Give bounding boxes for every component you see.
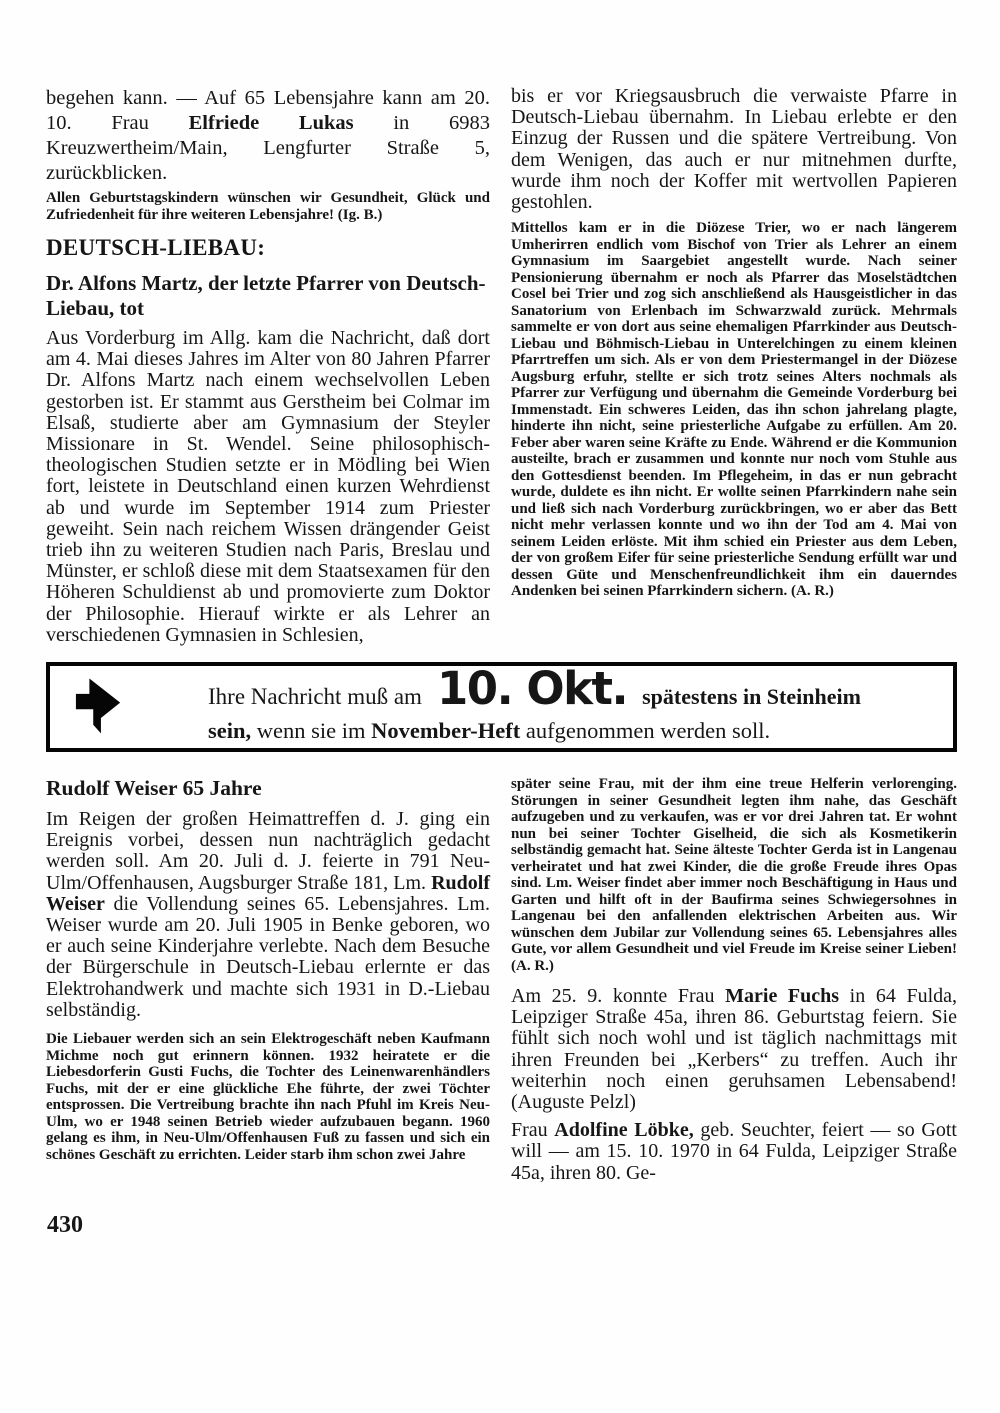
banner-deadline-date: 10. Okt.: [436, 661, 628, 715]
top-right-column: [511, 86, 957, 600]
paragraph-marie-fuchs: Am 25. 9. konnte Frau Marie Fuchs in 64 Fulda, Leipziger Straße 45a, ihren 86. Geburtstag feiern. Sie fühlt sich noch wohl und ist täglich nachmittags mit ihren Freunden bei „Kerbers“ zu treffen. Auch ihr weiterhin noch einen geruhsamen Lebensabend! (Auguste Pelzl): [511, 985, 957, 1114]
bottom-right-column: [511, 776, 957, 1184]
paragraph-adolfine-loebke: Frau Adolfine Löbke, geb. Seuchter, feiert — so Gott will — am 15. 10. 1970 in 64 Fulda, Leipziger Straße 45a, ihren 80. Ge-: [511, 1119, 957, 1184]
bottom-left-column: [46, 776, 490, 1163]
top-columns: [46, 86, 957, 646]
banner-line2: sein, wenn sie im November-Heft aufgenommen werden soll.: [208, 717, 771, 743]
article-smallprint-weiser-continued: später seine Frau, mit der ihm eine treue Helferin verlorenging. Störungen in seiner Gesundheit legten ihm nahe, das Geschäft aufzugeben und zu verkaufen, was er vor drei Jahren tat. Er wohnt nun bei seiner Tochter Giselheid, die sich als Kosmetikerin selbständig gemacht hat. Seine älteste Tochter Gerda ist in Langenau verheiratet und hat zwei Kinder, die die große Freude ihres Opas sind. Lm. Weiser findet aber immer noch Beschäftigung in Haus und Garten und hilft oft in der Baufirma seines Schwiegersohnes in Langenau bei den anfallenden elektrischen Arbeiten aus. Wir wünschen dem Jubilar zur Vollendung seines 65. Lebensjahres alles Gute, vor allem Gesundheit und viel Freude im Kreise seiner Lieben! (A. R.): [511, 776, 957, 974]
article-body-weiser: Im Reigen der großen Heimattreffen d. J. ging ein Ereignis vorbei, dessen nun nachträglich gedacht werden soll. Am 20. Juli d. J. feierte in 791 Neu-Ulm/Offenhausen, Augsburger Straße 181, Lm. Rudolf Weiser die Vollendung seines 65. Lebensjahres. Lm. Weiser wurde am 20. Juli 1905 in Benke geboren, wo er auch seine Kinderjahre verlebte. Nach dem Besuche der Bürgerschule in Deutsch-Liebau erlernte er das Elektrohandwerk und machte sich 1931 in D.-Liebau selbständig.: [46, 808, 490, 1021]
article-title-weiser: Rudolf Weiser 65 Jahre: [46, 776, 262, 801]
continued-paragraph: begehen kann. — Auf 65 Lebensjahre kann am 20. 10. Frau Elfriede Lukas in 6983 Kreuzwertheim/Main, Lengfurter Straße 5, zurückblicken.: [46, 87, 491, 184]
top-left-column: [46, 86, 490, 646]
banner-line1-prefix: Ihre Nachricht muß am: [208, 683, 422, 709]
article-smallprint-martz: Mittellos kam er in die Diözese Trier, wo er nach längerem Umherirren endlich vom Bischof von Trier als Lehrer an einem Gymnasium im Saargebiet angestellt wurde. Nach seiner Pensionierung übernahm er noch als Pfarrer das Moselstädtchen Cosel bei Trier und zog sich anschließend als Hausgeistlicher in das Sanatorium von Erlenbach im Schwarzwald zurück. Mehrmals sammelte er von dort aus seine ehemaligen Pfarrkinder aus Deutsch-Liebau und Böhmisch-Liebau in Unterelchingen zu einem kleinen Pfarrtreffen um sich. Als er von dem Priestermangel in der Diözese Augsburg erfuhr, stellte er sich trotz seines Alters nochmals als Pfarrer zur Verfügung und übernahm die Gemeinde Vorderburg bei Immenstadt. Ein schweres Leiden, das ihn schon jahrelang plagte, hinderte ihn nicht, seine priesterliche Aufgabe zu erfüllen. Am 20. Feber aber waren seine Kräfte zu Ende. Während er die Kommunion austeilte, brach er zusammen und konnte nur noch vom Stuhle aus den Gottesdienst beenden. Im Pflegeheim, in das er nun gebracht wurde, duldete es ihn nicht. Er wollte seinen Pfarrkindern nahe sein und ließ sich nach Vorderburg zurückbringen, wo er aber das Bett nicht mehr verlassen konnte und wo ihn der Tod am 4. Mai von seinem Leiden erlöste. Mit ihm schied ein Priester aus dem Leben, der von großem Eifer für seine priesterliche Sendung erfüllt war und dessen Güte und Menschenfreundlichkeit ihm ein dauerndes Andenken bei seinen Pfarrkindern sichern. (A. R.): [511, 220, 957, 600]
birthday-wish-note: Allen Geburtstagskindern wünschen wir Gesundheit, Glück und Zufriedenheit für ihre weiteren Lebensjahre! (Ig. B.): [46, 190, 490, 223]
section-heading-deutsch-liebau: DEUTSCH-LIEBAU:: [46, 235, 266, 260]
article-title-martz: Dr. Alfons Martz, der letzte Pfarrer von Deutsch-Liebau, tot: [46, 271, 486, 320]
bottom-columns: [46, 776, 957, 1184]
article-body-martz: Aus Vorderburg im Allg. kam die Nachricht, daß dort am 4. Mai dieses Jahres im Alter von 80 Jahren Pfarrer Dr. Alfons Martz nach einem wechselvollen Leben gestorben ist. Er stammt aus Gerstheim bei Colmar im Elsaß, studierte aber am Gymnasium der Steyler Missionare in St. Wendel. Seine philosophisch-theologischen Studien setzte er in Mödling bei Wien fort, leistete in Deutschland einen kurzen Wehrdienst ab und wurde im September 1914 zum Priester geweiht. Sein nach reichem Wissen drängender Geist trieb ihn zu weiteren Studien nach Paris, Breslau und Münster, er schloß diese mit dem Staatsexamen für den Höheren Schuldienst ab und promovierte zum Doktor der Philosophie. Hierauf wirkte er als Lehrer an verschiedenen Gymnasien in Schlesien,: [46, 327, 490, 646]
banner-line1-suffix: spätestens in Steinheim: [642, 683, 861, 709]
article-body-martz-continued: bis er vor Kriegsausbruch die verwaiste Pfarre in Deutsch-Liebau übernahm. In Liebau erlebte er den Einzug der Russen und die spätere Vertreibung. Von dem Wenigen, das auch er nur mitnehmen durfte, wurde ihm noch der Koffer mit wertvollen Papieren gestohlen.: [511, 85, 957, 214]
article-smallprint-weiser: Die Liebauer werden sich an sein Elektrogeschäft neben Kaufmann Michme noch gut erinnern können. 1932 heiratete er die Liebesdorferin Gusti Fuchs, die Tochter des Leinenwarenhändlers Fuchs, mit der er eine glückliche Ehe führte, der zwei Töchter entsprossen. Die Vertreibung brachte ihn nach Pfuhl im Kreis Neu-Ulm, wo er 1948 seinen Betrieb wieder aufzubauen begann. 1960 gelang es ihm, in Neu-Ulm/Offenhausen Fuß zu fassen und sich ein schönes Geschäft zu errichten. Leider starb ihm schon zwei Jahre: [46, 1031, 490, 1163]
right-arrow-icon: [74, 674, 124, 741]
banner-line1: [208, 661, 953, 715]
deadline-banner: [46, 662, 957, 752]
page-number: 430: [47, 1211, 83, 1238]
